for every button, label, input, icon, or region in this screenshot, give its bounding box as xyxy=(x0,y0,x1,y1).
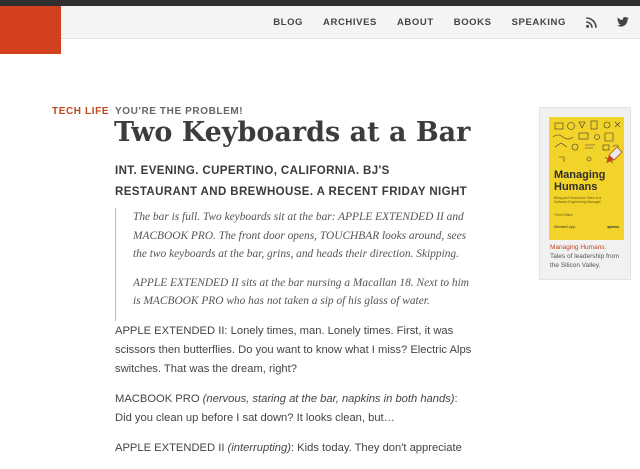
twitter-icon[interactable] xyxy=(616,15,630,29)
nav-about[interactable]: ABOUT xyxy=(396,16,434,28)
book-link[interactable]: Managing Humans: xyxy=(550,244,607,251)
main-nav xyxy=(253,6,630,38)
nav-archives[interactable]: ARCHIVES xyxy=(323,16,377,28)
dialogue-text: : Did you clean up before I sat down? It looks clean, but… xyxy=(115,393,458,424)
book-cover-author: Michael Lopp xyxy=(554,225,576,229)
blockquote-paragraph: The bar is full. Two keyboards sit at the bar: APPLE EXTENDED II and MACBOOK PRO. The front door opens, TOUCHBAR looks around, sees the two keyboards at the bar, grins, and heads their direction. Skipping. xyxy=(133,211,467,260)
site-logo[interactable] xyxy=(0,6,61,54)
scene-blockquote xyxy=(115,208,475,321)
book-cover-illustration xyxy=(549,117,624,172)
body-paragraph xyxy=(115,390,475,428)
article-subtitle: INT. EVENING. CUPERTINO, CALIFORNIA. BJ'S RESTAURANT AND BREWHOUSE. A RECENT FRIDAY NIGHT xyxy=(115,165,468,198)
stage-direction: (interrupting) xyxy=(227,442,291,454)
category-label[interactable]: TECH LIFE xyxy=(52,106,110,117)
body-paragraph xyxy=(115,322,475,379)
speaker-label: MACBOOK PRO xyxy=(115,393,203,405)
book-description: Tales of leadership from the Silicon Valley. xyxy=(550,253,620,269)
book-cover-publisher: apress xyxy=(607,225,619,229)
nav-books[interactable]: BOOKS xyxy=(453,16,492,28)
body-paragraph xyxy=(115,439,475,458)
book-cover-edition: Third Edition xyxy=(554,213,574,217)
article-body xyxy=(115,322,475,469)
stage-direction: (nervous, staring at the bar, napkins in both hands) xyxy=(202,393,455,405)
book-cover-image[interactable] xyxy=(549,117,624,240)
speaker-label: APPLE EXTENDED II: xyxy=(115,325,228,337)
rss-icon[interactable] xyxy=(584,15,598,29)
dialogue-text: Lonely times, man. Lonely times. First, it was scissors then butterflies. Do you want to know what I miss? Electric Alps switches. That was the dream, right? xyxy=(115,325,472,375)
article-kicker: YOU'RE THE PROBLEM! xyxy=(115,106,244,117)
book-cover-title: Managing Humans xyxy=(554,169,606,193)
blockquote-paragraph: APPLE EXTENDED II sits at the bar nursing a Macallan 18. Next to him is MACBOOK PRO who has not taken a sip of his glass of water. xyxy=(133,276,470,307)
book-cover-subtitle: Biting and Humorous Tales of a Software Engineering Manager xyxy=(554,196,602,204)
speaker-label: APPLE EXTENDED II xyxy=(115,442,228,454)
article-title: Two Keyboards at a Bar xyxy=(114,117,471,148)
nav-blog[interactable]: BLOG xyxy=(273,16,304,28)
nav-speaking[interactable]: SPEAKING xyxy=(511,16,566,28)
book-promo-sidebar xyxy=(539,107,631,280)
dialogue-text: : Kids today. They don't appreciate xyxy=(290,442,462,454)
